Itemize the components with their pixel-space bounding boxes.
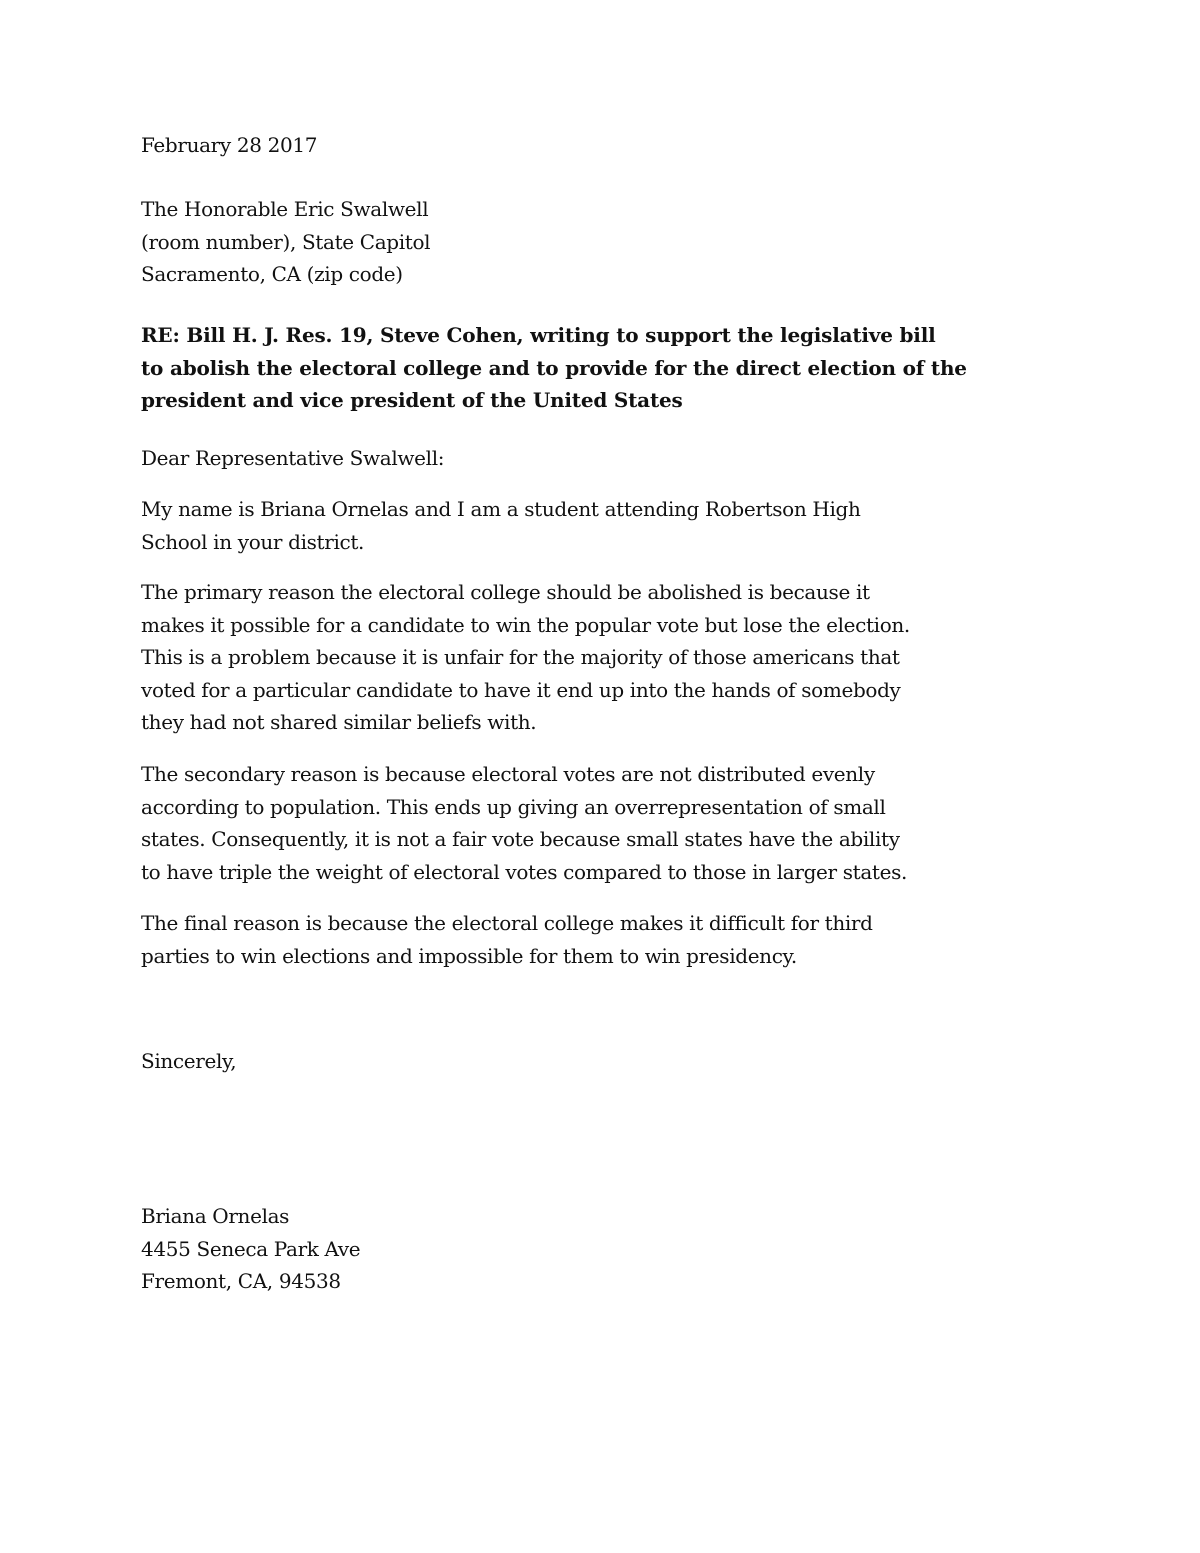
- paragraph-line: The primary reason the electoral college should be abolished is because it: [141, 580, 870, 604]
- paragraph-line: This is a problem because it is unfair for the majority of those americans that: [141, 645, 900, 669]
- letter-date: [141, 129, 901, 162]
- recipient-address: [141, 193, 901, 291]
- paragraph-line: parties to win elections and impossible for them to win presidency.: [141, 943, 797, 968]
- paragraph-line: My name is Briana Ornelas and I am a student attending Robertson High: [141, 497, 861, 521]
- paragraph-line: according to population. This ends up giving an overrepresentation of small: [141, 794, 886, 819]
- sender-city: Fremont, CA, 94538: [141, 1269, 341, 1293]
- closing-text: Sincerely,: [141, 1049, 237, 1073]
- body-paragraph-intro: [141, 493, 901, 558]
- sender-street: 4455 Seneca Park Ave: [141, 1236, 361, 1261]
- paragraph-line: states. Consequently, it is not a fair vote because small states have the ability: [141, 827, 900, 851]
- paragraph-line: makes it possible for a candidate to win the popular vote but lose the election.: [141, 612, 910, 637]
- paragraph-line: to have triple the weight of electoral votes compared to those in larger states.: [141, 859, 908, 884]
- subject-line-1: RE: Bill H. J. Res. 19, Steve Cohen, writing to support the legislative bill: [141, 323, 936, 347]
- sender-name: Briana Ornelas: [141, 1204, 290, 1228]
- body-paragraph-final-reason: [141, 907, 901, 972]
- date-text: February 28 2017: [141, 133, 318, 157]
- signature-block: [141, 1200, 901, 1298]
- subject-line-2: to abolish the electoral college and to provide for the direct election of the: [141, 355, 967, 380]
- body-paragraph-secondary-reason: [141, 758, 908, 888]
- subject-line: [141, 319, 967, 417]
- paragraph-line: they had not shared similar beliefs with.: [141, 710, 537, 734]
- salutation: [141, 442, 901, 475]
- recipient-city: Sacramento, CA (zip code): [141, 262, 403, 286]
- closing: [141, 1045, 901, 1078]
- recipient-office: (room number), State Capitol: [141, 229, 431, 254]
- subject-line-3: president and vice president of the United States: [141, 388, 683, 412]
- paragraph-line: The secondary reason is because electoral votes are not distributed evenly: [141, 762, 875, 786]
- body-paragraph-primary-reason: [141, 576, 910, 739]
- paragraph-line: voted for a particular candidate to have it end up into the hands of somebody: [141, 677, 901, 702]
- paragraph-line: School in your district.: [141, 529, 365, 554]
- salutation-text: Dear Representative Swalwell:: [141, 446, 445, 470]
- paragraph-line: The final reason is because the electoral college makes it difficult for third: [141, 911, 873, 935]
- recipient-name: The Honorable Eric Swalwell: [141, 197, 429, 221]
